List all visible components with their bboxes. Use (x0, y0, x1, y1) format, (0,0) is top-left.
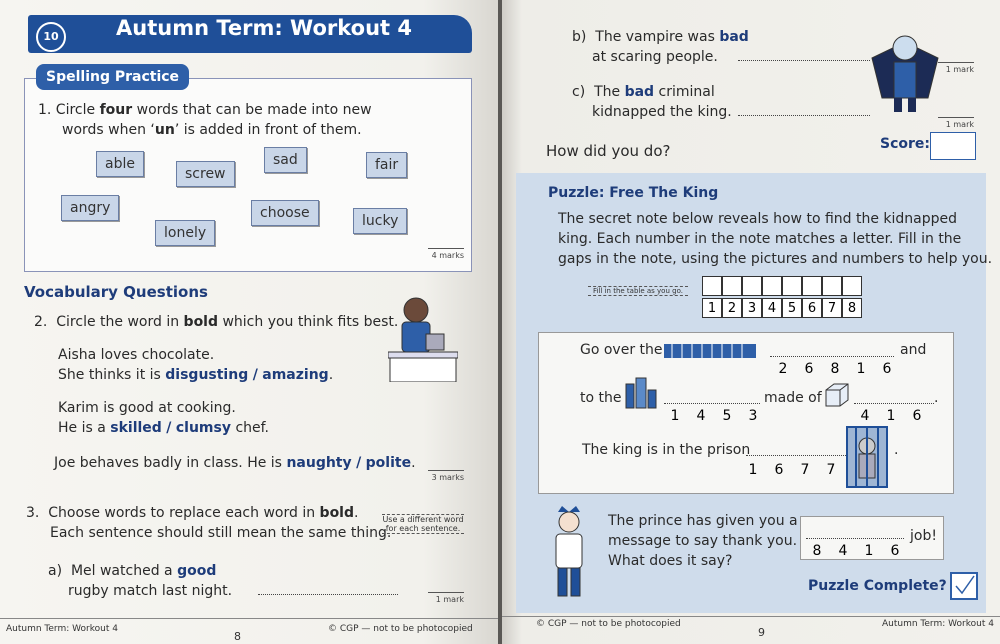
s2-line2 (58, 418, 269, 438)
s3-text: Joe behaves badly in class. He is (54, 455, 282, 471)
page-number: 8 (234, 630, 241, 643)
digit: 3 (748, 408, 758, 424)
grid-number: 5 (782, 298, 802, 318)
puzzle-complete-label: Puzzle Complete? (808, 578, 947, 594)
s2-end: chef. (235, 420, 269, 436)
answer-line[interactable] (746, 455, 846, 456)
grid-number: 1 (702, 298, 722, 318)
prince-line2: message to say thank you. (608, 533, 798, 549)
c-label: c) (572, 84, 586, 100)
word-card[interactable]: screw (176, 161, 235, 187)
footer-rule (502, 616, 1000, 617)
b-text: The vampire was (595, 29, 715, 45)
q3a-line1 (48, 561, 216, 581)
option-clumsy[interactable]: clumsy (175, 420, 231, 436)
digit: 1 (856, 361, 866, 377)
note-line1-text: Go over the (580, 342, 663, 358)
vocab-heading: Vocabulary Questions (24, 283, 208, 301)
puzzle-intro-3: gaps in the note, using the pictures and numbers to help you. (558, 251, 993, 267)
marks-label: 3 marks (428, 470, 464, 482)
q3-num: 3. (26, 505, 40, 521)
q1-un: un (154, 122, 175, 138)
q1-text-c: words when ‘ (62, 122, 155, 138)
number-grid (702, 298, 862, 318)
answer-digits (804, 540, 908, 559)
q2-bold: bold (183, 314, 219, 330)
grid-letter-cell[interactable] (702, 276, 722, 296)
separator: / (356, 455, 362, 471)
digit: 1 (670, 408, 680, 424)
grid-number: 4 (762, 298, 782, 318)
grid-letter-cell[interactable] (842, 276, 862, 296)
digit: 4 (860, 408, 870, 424)
q1-text-d: ’ is added in front of them. (174, 122, 362, 138)
ice-cube-icon (822, 382, 850, 408)
digit: 6 (912, 408, 922, 424)
prince-illustration (546, 506, 592, 602)
fence-icon (664, 338, 756, 360)
answer-line[interactable] (258, 594, 398, 595)
answer-end: job! (910, 528, 937, 544)
q3-end: . (354, 505, 359, 521)
digit: 4 (696, 408, 706, 424)
word-card[interactable]: choose (251, 200, 319, 226)
grid-letter-cell[interactable] (782, 276, 802, 296)
q2-num: 2. (34, 314, 48, 330)
digit: 2 (778, 361, 788, 377)
c-text-a: The (594, 84, 621, 100)
note-line2-end: . (934, 390, 939, 406)
puzzle-intro-1: The secret note below reveals how to find the kidnapped (558, 211, 958, 227)
digit: 8 (830, 361, 840, 377)
q2-text-a: Circle the word in (56, 314, 180, 330)
s2-line1: Karim is good at cooking. (58, 400, 236, 416)
footer-right: © CGP — not to be photocopied (328, 624, 473, 634)
grid-tip: Fill in the table as you go. (588, 286, 688, 296)
note-line3-end: . (894, 442, 899, 458)
stopwatch-icon: 10 (36, 22, 66, 52)
q1-text-b: words that can be made into new (136, 102, 372, 118)
word-card[interactable]: angry (61, 195, 119, 221)
separator: / (166, 420, 172, 436)
score-label: Score: (880, 136, 930, 152)
option-skilled[interactable]: skilled (110, 420, 162, 436)
q3-line2: Each sentence should still mean the same thing. (50, 525, 392, 541)
q3-line1 (26, 503, 358, 523)
tip-note: Use a different word for each sentence. (382, 515, 464, 533)
option-polite[interactable]: polite (365, 455, 412, 471)
prince-line3: What does it say? (608, 553, 733, 569)
q3-bold: bold (319, 505, 355, 521)
digit: 6 (774, 462, 784, 478)
marks-label: 1 mark (428, 592, 464, 604)
vampire-illustration (870, 28, 940, 114)
footer-left: Autumn Term: Workout 4 (6, 624, 118, 634)
left-page (0, 0, 498, 644)
c-line1 (572, 82, 715, 102)
note-line2-text: to the (580, 390, 622, 406)
line3-digits (740, 459, 844, 478)
word-card[interactable]: lucky (353, 208, 407, 234)
how-did-you-do: How did you do? (546, 142, 671, 160)
marks-label: 1 mark (938, 62, 974, 74)
footer-left: © CGP — not to be photocopied (536, 619, 681, 629)
digit: 6 (804, 361, 814, 377)
answer-line[interactable] (854, 403, 934, 404)
prince-line1: The prince has given you a (608, 513, 798, 529)
grid-letter-cell[interactable] (822, 276, 842, 296)
q3a-label: a) (48, 563, 63, 579)
s2-text: He is a (58, 420, 106, 436)
page-title: Autumn Term: Workout 4 (116, 16, 412, 40)
word-card[interactable]: fair (366, 152, 407, 178)
answer-line[interactable] (738, 115, 870, 116)
grid-letter-cell[interactable] (802, 276, 822, 296)
grid-number: 7 (822, 298, 842, 318)
note-line2-mid: made of (764, 390, 822, 406)
tick-icon (952, 574, 976, 598)
q2-prompt (34, 312, 398, 332)
city-icon (624, 376, 658, 410)
word-card[interactable]: able (96, 151, 144, 177)
digit: 6 (890, 543, 900, 559)
grid-letter-cell[interactable] (722, 276, 742, 296)
q1-bold: four (99, 102, 133, 118)
footer-right: Autumn Term: Workout 4 (882, 619, 994, 629)
s3-end: . (411, 455, 416, 471)
grid-number: 3 (742, 298, 762, 318)
digit: 1 (748, 462, 758, 478)
line1-digits (770, 358, 900, 377)
score-box[interactable] (930, 132, 976, 160)
right-page (502, 0, 1000, 644)
title-banner (28, 15, 472, 53)
chef-illustration (388, 294, 458, 382)
footer-rule (0, 618, 498, 619)
s1-line2 (58, 365, 333, 385)
digit: 8 (812, 543, 822, 559)
marks-label: 1 mark (938, 117, 974, 129)
puzzle-title: Puzzle: Free The King (548, 185, 719, 201)
note-line1-end: and (900, 342, 927, 358)
line2-digits (662, 405, 766, 424)
option-naughty[interactable]: naughty (286, 455, 352, 471)
puzzle-intro-2: king. Each number in the note matches a letter. Fill in the (558, 231, 962, 247)
complete-checkbox[interactable] (950, 572, 978, 600)
b-line2: at scaring people. (592, 49, 718, 65)
digit: 4 (838, 543, 848, 559)
word-card[interactable]: lonely (155, 220, 215, 246)
spelling-heading: Spelling Practice (36, 64, 189, 90)
answer-line[interactable] (806, 538, 904, 539)
s1-end: . (328, 367, 334, 383)
separator: / (252, 367, 258, 383)
q3a-text: Mel watched a (70, 563, 173, 579)
digit: 1 (886, 408, 896, 424)
q3a-bold: good (177, 563, 217, 579)
grid-letter-cell[interactable] (762, 276, 782, 296)
digit: 7 (826, 462, 836, 478)
c-line2: kidnapped the king. (592, 104, 732, 120)
line2-digits-2 (852, 405, 930, 424)
q3a-line2: rugby match last night. (68, 583, 233, 599)
c-text-b: criminal (658, 84, 715, 100)
grid-number: 8 (842, 298, 862, 318)
b-line1 (572, 27, 749, 47)
marks-label: 4 marks (428, 248, 464, 260)
word-card[interactable]: sad (264, 147, 307, 173)
q1-line2 (62, 120, 362, 140)
s1-line1: Aisha loves chocolate. (58, 347, 215, 363)
q1-text-a: 1. Circle (38, 102, 96, 118)
option-disgusting[interactable]: disgusting (165, 367, 249, 383)
grid-letter-cell[interactable] (742, 276, 762, 296)
option-amazing[interactable]: amazing (262, 367, 329, 383)
answer-line[interactable] (738, 60, 870, 61)
grid-number: 2 (722, 298, 742, 318)
b-bold: bad (719, 29, 749, 45)
b-label: b) (572, 29, 587, 45)
q2-text-b: which you think fits best. (222, 314, 399, 330)
prison-icon (846, 426, 888, 488)
note-line3-text: The king is in the prison (582, 442, 751, 458)
answer-line[interactable] (770, 356, 894, 357)
page-number: 9 (758, 626, 765, 639)
digit: 1 (864, 543, 874, 559)
s3-line (54, 453, 416, 473)
q3-text: Choose words to replace each word in (48, 505, 316, 521)
digit: 5 (722, 408, 732, 424)
answer-line[interactable] (664, 403, 760, 404)
grid-number: 6 (802, 298, 822, 318)
s1-text: She thinks it is (58, 367, 161, 383)
digit: 7 (800, 462, 810, 478)
q1-line1 (38, 100, 372, 120)
c-bold: bad (624, 84, 655, 100)
letter-grid-top (702, 276, 862, 296)
digit: 6 (882, 361, 892, 377)
